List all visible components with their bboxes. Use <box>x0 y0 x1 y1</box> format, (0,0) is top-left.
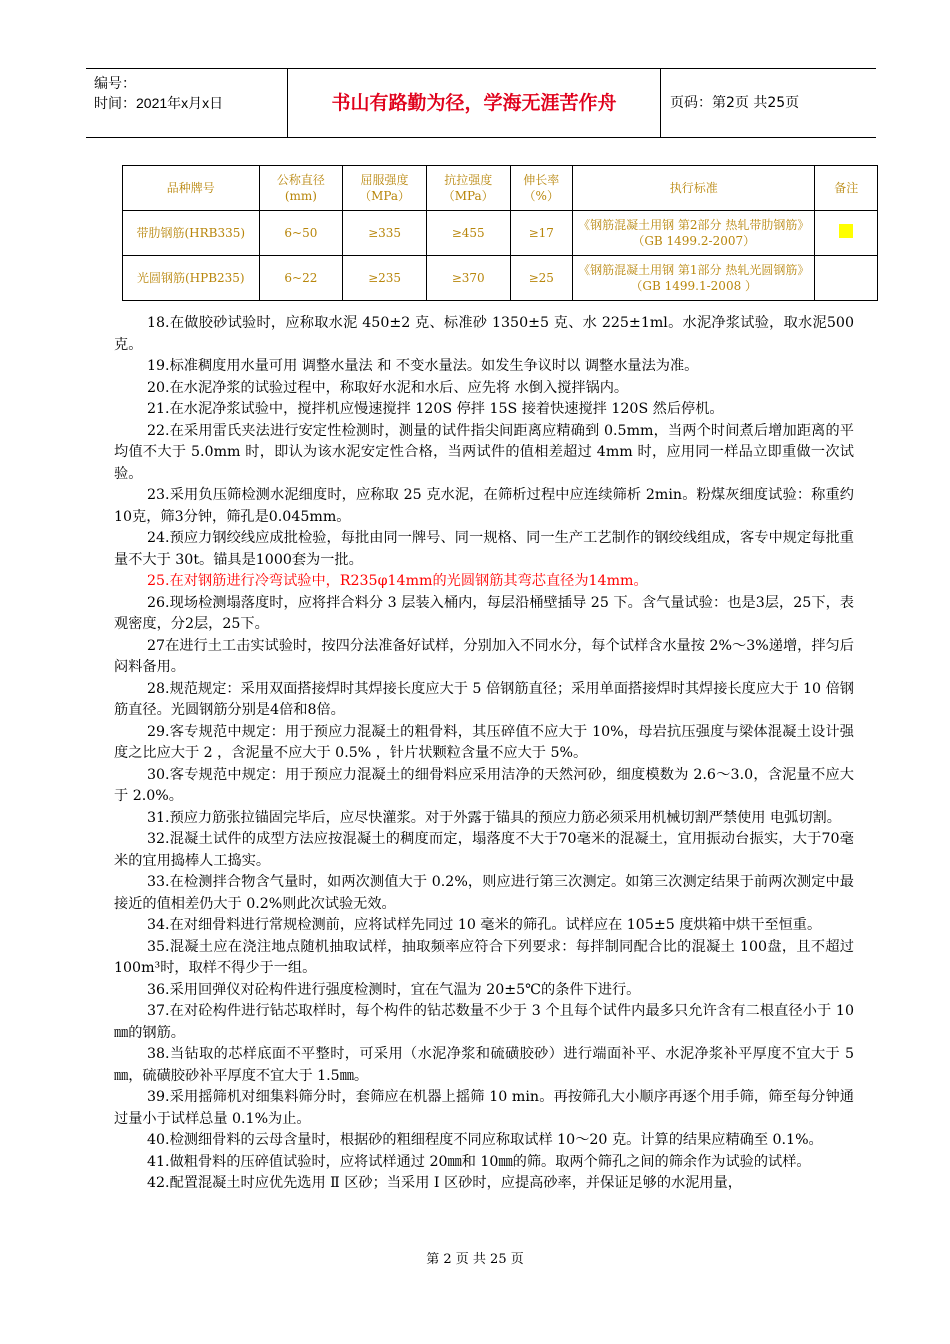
time-label: 时间：2021年x月x日 <box>94 95 224 111</box>
question-item: 36.采用回弹仪对砼构件进行强度检测时，宜在气温为 20±5℃的条件下进行。 <box>147 981 641 998</box>
question-item: 22.在采用雷氏夹法进行安定性检测时，测量的试件指尖间距离应精确到 0.5mm，当两个时间煮后增加距离的平均值不大于 5.0mm 时，即认为该水泥安定性合格，当两试件的值相差超过 4mm 时，应用同一样品立即重做一次试验。 <box>114 422 854 482</box>
table-header-cell: 备注 <box>815 166 878 211</box>
table-row <box>123 256 878 301</box>
question-item: 20.在水泥净浆的试验过程中，称取好水泥和水后、应先将 水倒入搅拌锅内。 <box>147 379 629 396</box>
table-row <box>123 211 878 256</box>
table-cell: ≥370 <box>426 256 510 301</box>
header-motto: 书山有路勤为径，学海无涯苦作舟 <box>288 69 661 137</box>
table-header-cell: 品种牌号 <box>123 166 260 211</box>
question-item: 31.预应力筋张拉锚固完毕后，应尽快灌浆。对于外露于锚具的预应力筋必须采用机械切割严禁使用 电弧切割。 <box>147 809 841 826</box>
question-item: 37.在对砼构件进行钻芯取样时，每个构件的钻芯数量不少于 3 个且每个试件内最多只允许含有二根直径小于 10㎜的钢筋。 <box>114 1003 854 1041</box>
table-cell: ≥25 <box>510 256 572 301</box>
table-cell: ≥235 <box>343 256 427 301</box>
table-cell: ≥335 <box>343 211 427 256</box>
highlight-mark <box>839 224 853 238</box>
question-item: 33.在检测拌合物含气量时，如两次测值大于 0.2%，则应进行第三次测定。如第三次测定结果于前两次测定中最接近的值相差仍大于 0.2%则此次试验无效。 <box>114 874 854 912</box>
question-item: 38.当钻取的芯样底面不平整时，可采用（水泥净浆和硫磺胶砂）进行端面补平、水泥净浆补平厚度不宜大于 5㎜，硫磺胶砂补平厚度不宜大于 1.5㎜。 <box>114 1046 854 1084</box>
table-cell: 《钢筋混凝土用钢 第2部分 热轧带肋钢筋》（GB 1499.2-2007） <box>572 211 814 256</box>
page-footer: 第 2 页 共 25 页 <box>426 1252 524 1267</box>
table-cell: 带肋钢筋(HRB335) <box>123 211 260 256</box>
question-item: 34.在对细骨料进行常规检测前，应将试样先同过 10 毫米的筛孔。试样应在 105±5 度烘箱中烘干至恒重。 <box>147 917 822 933</box>
question-item: 28.规范规定：采用双面搭接焊时其焊接长度应大于 5 倍钢筋直径；采用单面搭接焊时其焊接长度应大于 10 倍钢筋直径。光圆钢筋分别是4倍和8倍。 <box>114 680 854 718</box>
table-header-cell: 伸长率（%） <box>510 166 572 211</box>
table-cell-remark <box>815 256 878 301</box>
table-header-cell: 屈服强度（MPa） <box>343 166 427 211</box>
question-item-red: 25.在对钢筋进行冷弯试验中，R235φ14mm的光圆钢筋其弯芯直径为14mm。 <box>147 573 648 589</box>
question-item: 23.采用负压筛检测水泥细度时，应称取 25 克水泥，在筛析过程中应连续筛析 2min。粉煤灰细度试验：称重约10克，筛3分钟，筛孔是0.045mm。 <box>114 487 854 525</box>
table-cell: ≥455 <box>426 211 510 256</box>
header-meta <box>86 69 288 137</box>
table-cell: 《钢筋混凝土用钢 第1部分 热轧光圆钢筋》（GB 1499.1-2008 ） <box>572 256 814 301</box>
question-item: 19.标准稠度用水量可用 调整水量法 和 不变水量法。如发生争议时以 调整水量法为准。 <box>147 358 699 374</box>
question-item: 27在进行土工击实试验时，按四分法准备好试样，分别加入不同水分，每个试样含水量按 2%～3%递增，拌匀后闷料备用。 <box>114 637 854 675</box>
page-header <box>86 68 876 138</box>
question-item: 40.检测细骨料的云母含量时，根据砂的粗细程度不同应称取试样 10～20 克。计算的结果应精确至 0.1%。 <box>147 1132 823 1148</box>
rebar-spec-table <box>122 165 878 301</box>
question-item: 26.现场检测塌落度时，应将拌合料分 3 层装入桶内，每层沿桶壁插导 25 下。含气量试验：也是3层，25下，表观密度，分2层，25下。 <box>114 594 854 632</box>
code-label: 编号： <box>94 75 136 91</box>
table-cell: 6~22 <box>259 256 343 301</box>
question-list <box>114 313 854 1195</box>
table-cell: 光圆钢筋(HPB235) <box>123 256 260 301</box>
table-header-row <box>123 166 878 211</box>
question-item: 42.配置混凝土时应优先选用 Ⅱ 区砂；当采用 Ⅰ 区砂时，应提高砂率，并保证足够的水泥用量， <box>147 1175 742 1191</box>
table-header-cell: 公称直径(mm) <box>259 166 343 211</box>
question-item: 21.在水泥净浆试验中，搅拌机应慢速搅拌 120S 停拌 15S 接着快速搅拌 120S 然后停机。 <box>147 401 724 417</box>
question-item: 41.做粗骨料的压碎值试验时，应将试样通过 20㎜和 10㎜的筛。取两个筛孔之间的筛余作为试验的试样。 <box>147 1153 811 1170</box>
question-item: 32.混凝土试件的成型方法应按混凝土的稠度而定，塌落度不大于70毫米的混凝土，宜用振动台振实，大于70毫米的宜用捣棒人工捣实。 <box>114 831 854 869</box>
table-cell: ≥17 <box>510 211 572 256</box>
question-item: 29.客专规范中规定：用于预应力混凝土的粗骨料，其压碎值不应大于 10%，母岩抗压强度与梁体混凝土设计强度之比应大于 2 ，含泥量不应大于 0.5% ，针片状颗粒含量不应大于 5%。 <box>114 723 854 761</box>
question-item: 18.在做胶砂试验时，应称取水泥 450±2 克、标准砂 1350±5 克、水 225±1ml。水泥净浆试验，取水泥500克。 <box>114 315 854 353</box>
question-item: 30.客专规范中规定：用于预应力混凝土的细骨料应采用洁净的天然河砂，细度模数为 2.6～3.0，含泥量不应大于 2.0%。 <box>114 766 854 804</box>
table-cell-remark <box>815 211 878 256</box>
question-item: 35.混凝土应在浇注地点随机抽取试样，抽取频率应符合下列要求：每拌制同配合比的混凝土 100盘，且不超过 100m³时，取样不得少于一组。 <box>114 938 854 976</box>
table-cell: 6~50 <box>259 211 343 256</box>
header-page-number: 页码：第2页 共25页 <box>670 95 800 111</box>
question-item: 24.预应力钢绞线应成批检验，每批由同一牌号、同一规格、同一生产工艺制作的钢绞线组成，客专中规定每批重量不大于 30t。锚具是1000套为一批。 <box>114 530 854 568</box>
table-header-cell: 执行标准 <box>572 166 814 211</box>
question-item: 39.采用摇筛机对细集料筛分时，套筛应在机器上摇筛 10 min。再按筛孔大小顺序再逐个用手筛，筛至每分钟通过量小于试样总量 0.1%为止。 <box>114 1089 854 1127</box>
table-header-cell: 抗拉强度（MPa） <box>426 166 510 211</box>
